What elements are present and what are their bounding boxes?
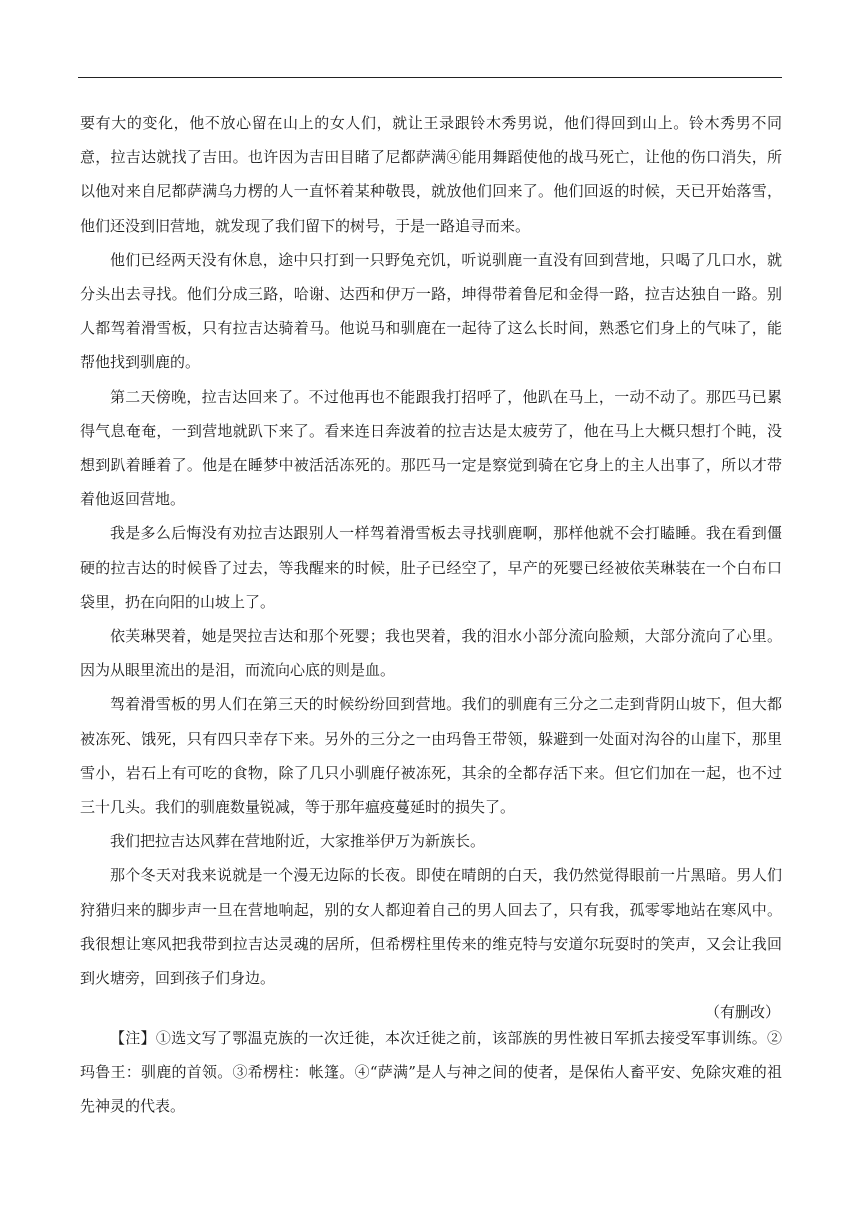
header-rule — [78, 77, 782, 78]
paragraph-2: 他们已经两天没有休息，途中只打到一只野兔充饥，听说驯鹿一直没有回到营地，只喝了几口水，就分头出去寻找。他们分成三路，哈谢、达西和伊万一路，坤得带着鲁尼和金得一路，拉吉达独自一路。别人都驾着滑雪板，只有拉吉达骑着马。他说马和驯鹿在一起待了这么长时间，熟悉它们身上的气味了，能帮他找到驯鹿的。 — [80, 250, 782, 372]
article-body — [80, 106, 782, 1029]
footnote-text: 【注】①选文写了鄂温克族的一次迁徙，本次迁徙之前，该部族的男性被日军抓去接受军事训练。②玛鲁王：驯鹿的首领。③希楞柱：帐篷。④“萨满”是人与神之间的使者，是保佑人畜平安、免除灾难的祖先神灵的代表。 — [80, 1029, 782, 1116]
paragraph-5: 依芙琳哭着，她是哭拉吉达和那个死婴；我也哭着，我的泪水小部分流向脸颊，大部分流向了心里。因为从眼里流出的是泪，而流向心底的则是血。 — [80, 627, 782, 680]
source-note: （有删改） — [704, 1003, 780, 1022]
paragraph-7: 我们把拉吉达风葬在营地附近，大家推举伊万为新族长。 — [110, 832, 486, 851]
paragraph-1: 要有大的变化，他不放心留在山上的女人们，就让王录跟铃木秀男说，他们得回到山上。铃木秀男不同意，拉吉达就找了吉田。也许因为吉田目睹了尼都萨满④能用舞蹈使他的战马死亡，让他的伤口消失，所以他对来自尼都萨满乌力楞的人一直怀着某种敬畏，就放他们回来了。他们回返的时候，天已开始落雪，他们还没到旧营地，就发现了我们留下的树号，于是一路追寻而来。 — [80, 114, 782, 235]
footnotes — [80, 1021, 782, 1124]
paragraph-6: 驾着滑雪板的男人们在第三天的时候纷纷回到营地。我们的驯鹿有三分之二走到背阴山坡下，但大都被冻死、饿死，只有四只幸存下来。另外的三分之一由玛鲁王带领，躲避到一处面对沟谷的山崖下，那里雪小，岩石上有可吃的食物，除了几只小驯鹿仔被冻死，其余的全都存活下来。但它们加在一起，也不过三十几头。我们的驯鹿数量锐减，等于那年瘟疫蔓延时的损失了。 — [80, 695, 782, 817]
paragraph-4: 我是多么后悔没有劝拉吉达跟别人一样驾着滑雪板去寻找驯鹿啊，那样他就不会打瞌睡。我在看到僵硬的拉吉达的时候昏了过去，等我醒来的时候，肚子已经空了，早产的死婴已经被依芙琳装在一个白布口袋里，扔在向阳的山坡上了。 — [80, 524, 782, 611]
paragraph-8: 那个冬天对我来说就是一个漫无边际的长夜。即使在晴朗的白天，我仍然觉得眼前一片黑暗。男人们狩猎归来的脚步声一旦在营地响起，别的女人都迎着自己的男人回去了，只有我，孤零零地站在寒风中。我很想让寒风把我带到拉吉达灵魂的居所，但希楞柱里传来的维克特与安道尔玩耍时的笑声，又会让我回到火塘旁，回到孩子们身边。 — [80, 866, 782, 988]
paragraph-3: 第二天傍晚，拉吉达回来了。不过他再也不能跟我打招呼了，他趴在马上，一动不动了。那匹马已累得气息奄奄，一到营地就趴下来了。看来连日奔波着的拉吉达是太疲劳了，他在马上大概只想打个盹，没想到趴着睡着了。他是在睡梦中被活活冻死的。那匹马一定是察觉到骑在它身上的主人出事了，所以才带着他返回营地。 — [80, 387, 782, 509]
